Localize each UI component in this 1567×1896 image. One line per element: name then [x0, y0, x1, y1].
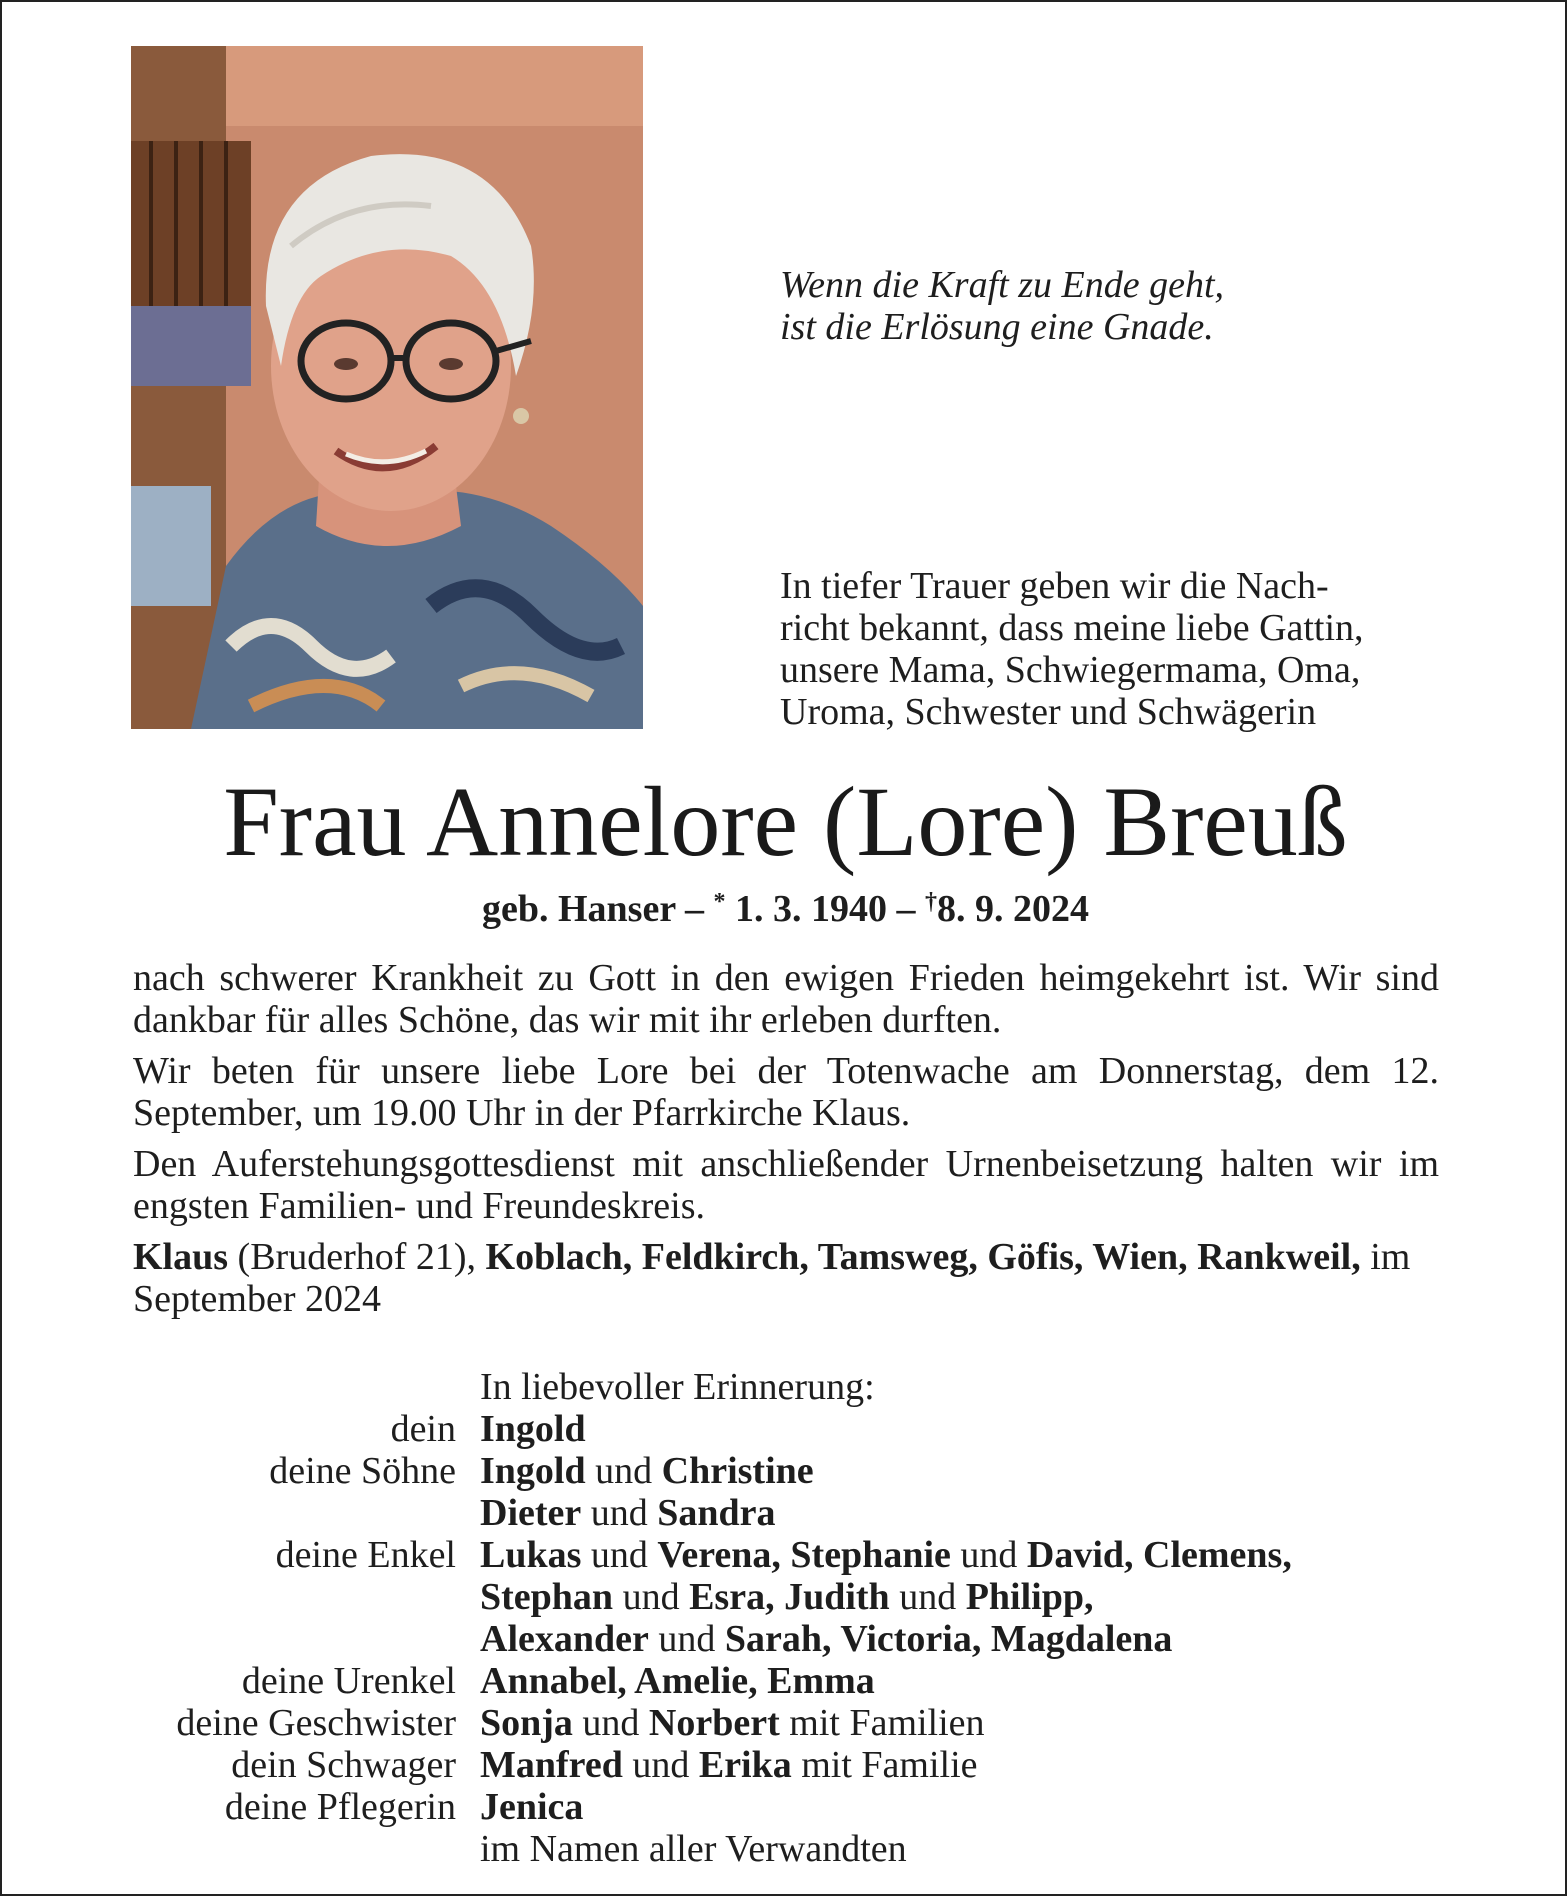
places-and-date: Klaus (Bruderhof 21), Koblach, Feldkirch, Tamsweg, Göfis, Wien, Rankweil, im September 2024	[133, 1236, 1411, 1320]
relative-names: Sonja und Norbert mit Familien	[480, 1702, 985, 1744]
relative-names: Alexander und Sarah, Victoria, Magdalena	[480, 1618, 1173, 1660]
family-row	[133, 1786, 1433, 1828]
family-row	[133, 1702, 1433, 1744]
birth-date: 1. 3. 1940	[725, 888, 888, 930]
family-row	[133, 1660, 1433, 1702]
relation-label: deine Söhne	[269, 1450, 456, 1492]
relative-names: Jenica	[480, 1786, 584, 1828]
family-row	[133, 1450, 1433, 1492]
relative-names: Lukas und Verena, Stephanie und David, Clemens,	[480, 1534, 1292, 1576]
relation-label	[133, 1576, 480, 1618]
relative-names: Ingold	[480, 1408, 586, 1450]
relative-names: Annabel, Amelie, Emma	[480, 1660, 875, 1702]
relation-label: deine Geschwister	[176, 1702, 456, 1744]
motto-quote: Wenn die Kraft zu Ende geht, ist die Erlösung eine Gnade.	[780, 264, 1224, 348]
relative-names: Stephan und Esra, Judith und Philipp,	[480, 1576, 1094, 1618]
family-row	[133, 1492, 1433, 1534]
paragraph-funeral: Den Auferstehungsgottesdienst mit anschließender Urnenbeisetzung halten wir im engsten Familien- und Freundeskreis.	[133, 1143, 1439, 1227]
family-list	[133, 1366, 1433, 1870]
relation-label: dein	[390, 1408, 456, 1450]
family-row	[133, 1744, 1433, 1786]
portrait-photo	[131, 46, 643, 729]
relative-names: Dieter und Sandra	[480, 1492, 776, 1534]
closing-line: im Namen aller Verwandten	[480, 1828, 907, 1870]
paragraph-wake: Wir beten für unsere liebe Lore bei der Totenwache am Donnerstag, dem 12. September, um 19.00 Uhr in der Pfarrkirche Klaus.	[133, 1050, 1439, 1134]
relation-label: dein Schwager	[231, 1744, 456, 1786]
relation-label: deine Urenkel	[241, 1660, 456, 1702]
relation-label	[133, 1492, 480, 1534]
relative-names: Ingold und Christine	[480, 1450, 814, 1492]
death-date: 8. 9. 2024	[937, 888, 1090, 930]
relation-label: deine Enkel	[275, 1534, 456, 1576]
family-row	[133, 1576, 1433, 1618]
paragraph-announcement: nach schwerer Krankheit zu Gott in den ewigen Frieden heimgekehrt ist. Wir sind dankbar für alles Schöne, das wir mit ihr erleben durften.	[133, 957, 1439, 1041]
family-row	[133, 1618, 1433, 1660]
life-dates: geb. Hanser – * 1. 3. 1940 – †8. 9. 2024	[481, 888, 1090, 930]
intro-text: In tiefer Trauer geben wir die Nach- richt bekannt, dass meine liebe Gattin, unsere Mama, Schwiegermama, Oma, Uroma, Schwester und Schwägerin	[780, 565, 1364, 733]
memory-line: In liebevoller Erinnerung:	[480, 1366, 875, 1408]
relation-label	[133, 1618, 480, 1660]
deceased-name: Frau Annelore (Lore) Breuß	[223, 766, 1348, 877]
death-mark: †	[925, 889, 938, 915]
family-row	[133, 1408, 1433, 1450]
relative-names: Manfred und Erika mit Familie	[480, 1744, 978, 1786]
relation-label: deine Pflegerin	[224, 1786, 456, 1828]
maiden-name: geb. Hanser	[481, 888, 676, 930]
family-row	[133, 1534, 1433, 1576]
birth-mark: *	[713, 889, 726, 915]
notice-body	[133, 957, 1439, 1329]
